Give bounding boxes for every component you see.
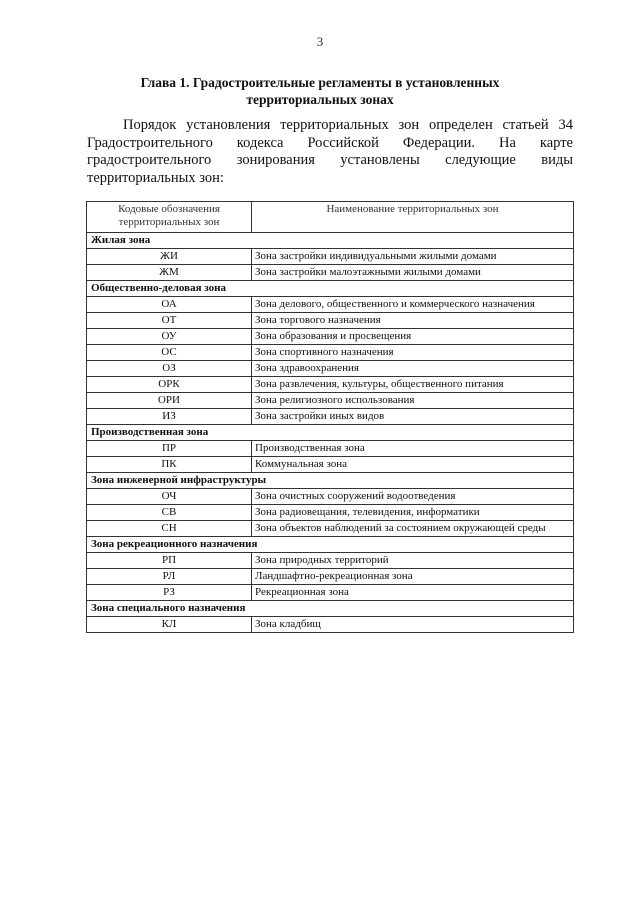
zone-name: Зона кладбищ xyxy=(252,617,574,633)
zone-code: ОТ xyxy=(87,313,252,329)
table-row xyxy=(87,361,574,377)
table-header-row xyxy=(87,202,574,233)
zone-name: Зона спортивного назначения xyxy=(252,345,574,361)
zone-name: Зона здравоохранения xyxy=(252,361,574,377)
table-row xyxy=(87,521,574,537)
table-row xyxy=(87,441,574,457)
zone-group-row xyxy=(87,233,574,249)
zone-code: ОА xyxy=(87,297,252,313)
zone-group-title: Производственная зона xyxy=(87,425,574,441)
zone-name: Зона развлечения, культуры, общественного питания xyxy=(252,377,574,393)
zone-code: СН xyxy=(87,521,252,537)
zone-name: Коммунальная зона xyxy=(252,457,574,473)
table-row xyxy=(87,265,574,281)
zone-name: Зона очистных сооружений водоотведения xyxy=(252,489,574,505)
zone-name: Зона образования и просвещения xyxy=(252,329,574,345)
table-row xyxy=(87,617,574,633)
zone-group-title: Зона рекреационного назначения xyxy=(87,537,574,553)
zone-code: ПР xyxy=(87,441,252,457)
zone-name: Зона делового, общественного и коммерческого назначения xyxy=(252,297,574,313)
table-row xyxy=(87,297,574,313)
table-row xyxy=(87,345,574,361)
zone-name: Зона природных территорий xyxy=(252,553,574,569)
table-row xyxy=(87,313,574,329)
zone-group-row xyxy=(87,537,574,553)
zone-code: ИЗ xyxy=(87,409,252,425)
zone-name: Зона застройки малоэтажными жилыми домами xyxy=(252,265,574,281)
zone-name: Зона радиовещания, телевидения, информатики xyxy=(252,505,574,521)
table-row xyxy=(87,409,574,425)
zone-code: ОРИ xyxy=(87,393,252,409)
header-code: Кодовые обозначения территориальных зон xyxy=(87,202,252,233)
zone-name: Зона религиозного использования xyxy=(252,393,574,409)
zone-group-row xyxy=(87,601,574,617)
zone-name: Зона застройки иных видов xyxy=(252,409,574,425)
zone-group-title: Зона специального назначения xyxy=(87,601,574,617)
chapter-heading-line-2: территориальных зонах xyxy=(246,92,394,107)
zones-table-body xyxy=(87,233,574,633)
zone-code: РП xyxy=(87,553,252,569)
zone-name: Производственная зона xyxy=(252,441,574,457)
chapter-heading xyxy=(100,74,540,108)
table-row xyxy=(87,569,574,585)
table-row xyxy=(87,505,574,521)
zone-code: ПК xyxy=(87,457,252,473)
zone-name: Зона объектов наблюдений за состоянием окружающей среды xyxy=(252,521,574,537)
table-row xyxy=(87,585,574,601)
table-row xyxy=(87,553,574,569)
zone-code: ЖИ xyxy=(87,249,252,265)
zone-name: Ландшафтно-рекреационная зона xyxy=(252,569,574,585)
zone-code: КЛ xyxy=(87,617,252,633)
table-row xyxy=(87,329,574,345)
zone-code: ЖМ xyxy=(87,265,252,281)
zone-code: ОЧ xyxy=(87,489,252,505)
zone-code: ОУ xyxy=(87,329,252,345)
intro-paragraph: Порядок установления территориальных зон определен статьей 34 Градостроительного кодекса Российской Федерации. На карте градостроительного зонирования установлены следующие виды территориальных зон: xyxy=(87,117,573,186)
zone-group-title: Общественно-деловая зона xyxy=(87,281,574,297)
table-row xyxy=(87,377,574,393)
zone-group-row xyxy=(87,425,574,441)
header-name: Наименование территориальных зон xyxy=(252,202,574,233)
zone-code: СВ xyxy=(87,505,252,521)
zone-code: РЛ xyxy=(87,569,252,585)
table-row xyxy=(87,457,574,473)
zone-code: ОРК xyxy=(87,377,252,393)
zone-group-title: Жилая зона xyxy=(87,233,574,249)
zone-name: Зона торгового назначения xyxy=(252,313,574,329)
page-number: 3 xyxy=(316,34,324,49)
zone-code: ОС xyxy=(87,345,252,361)
zone-code: РЗ xyxy=(87,585,252,601)
table-row xyxy=(87,393,574,409)
chapter-heading-line-1: Глава 1. Градостроительные регламенты в установленных xyxy=(140,75,500,90)
zone-group-title: Зона инженерной инфраструктуры xyxy=(87,473,574,489)
table-row xyxy=(87,249,574,265)
zone-code: ОЗ xyxy=(87,361,252,377)
zone-name: Рекреационная зона xyxy=(252,585,574,601)
zones-table xyxy=(86,201,574,633)
zone-name: Зона застройки индивидуальными жилыми домами xyxy=(252,249,574,265)
zone-group-row xyxy=(87,473,574,489)
table-row xyxy=(87,489,574,505)
zone-group-row xyxy=(87,281,574,297)
